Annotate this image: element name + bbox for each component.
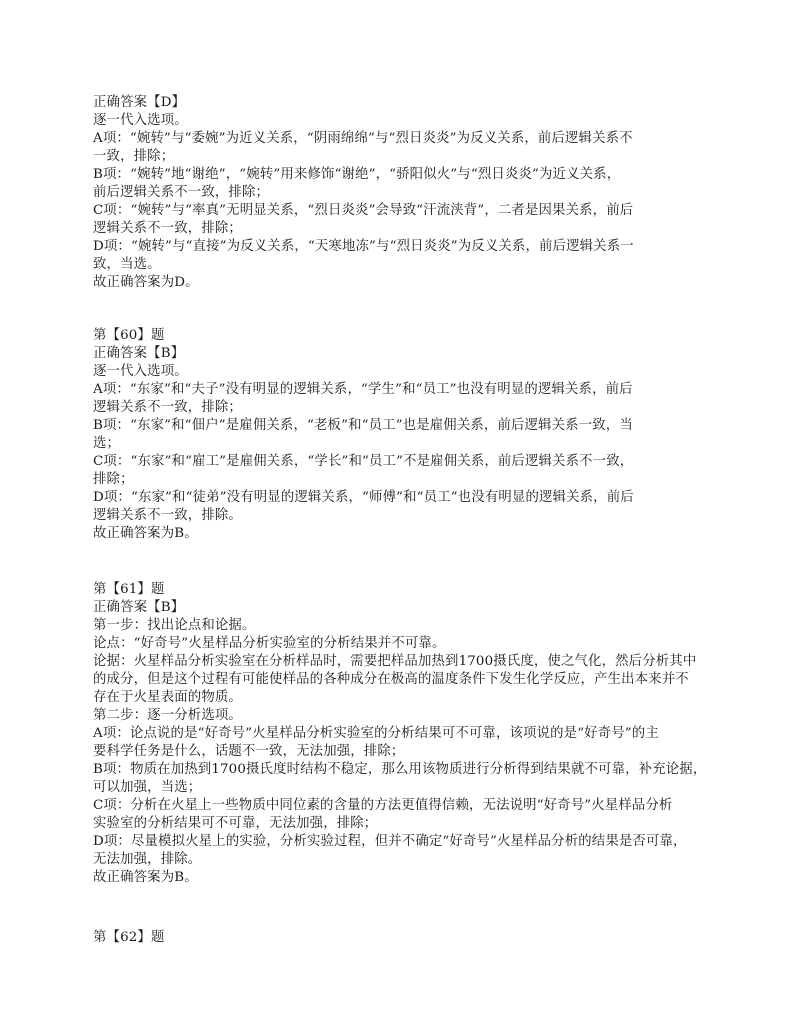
conclusion-line: 故正确答案为B。: [93, 870, 198, 885]
option-a-line: 逻辑关系不一致，排除；: [93, 400, 242, 415]
option-a-line: A项：“婉转”与“委婉”为近义关系，“阴雨绵绵”与“烈日炎炎”为反义关系，前后逻辑关系不: [93, 131, 633, 146]
option-d-line: 致，当选。: [93, 257, 161, 272]
option-c-line: C项：分析在火星上一些物质中同位素的含量的方法更值得信赖，无法说明“好奇号”火星样品分析: [93, 798, 673, 813]
option-b-line: 可以加强，当选；: [93, 780, 202, 795]
evidence-line: 存在于火星表面的物质。: [93, 690, 242, 705]
answer-block-59: [93, 94, 713, 292]
question-block-60: [93, 327, 713, 543]
document-page: [93, 94, 713, 947]
option-b-line: 选；: [93, 436, 121, 451]
argument-line: 论点：“好奇号”火星样品分析实验室的分析结果并不可靠。: [93, 636, 446, 651]
question-heading: 第【61】题: [93, 582, 165, 597]
option-a-line: 一致，排除；: [93, 149, 175, 164]
answer-line: 正确答案【B】: [93, 600, 185, 615]
option-d-line: 逻辑关系不一致，排除。: [93, 508, 242, 523]
option-a-line: 要科学任务是什么，话题不一致，无法加强，排除；: [93, 744, 405, 759]
option-d-line: D项：尽量模拟火星上的实验，分析实验过程，但并不确定“好奇号”火星样品分析的结果是否可靠，: [93, 834, 687, 849]
explanation-line: 逐一代入选项。: [93, 113, 188, 128]
option-d-line: D项：“婉转”与“直接”为反义关系，“天寒地冻”与“烈日炎炎”为反义关系，前后逻辑关系一: [93, 239, 634, 254]
question-block-61: [93, 581, 713, 887]
step-line: 第二步：逐一分析选项。: [93, 708, 242, 723]
option-d-line: D项：“东家”和“徒弟”没有明显的逻辑关系，“师傅”和“员工”也没有明显的逻辑关系，前后: [93, 490, 634, 505]
step-line: 第一步：找出论点和论据。: [93, 618, 256, 633]
option-c-line: 排除；: [93, 472, 134, 487]
evidence-line: 的成分，但是这个过程有可能使样品的各种成分在极高的温度条件下发生化学反应，产生出本来并不: [93, 672, 689, 687]
conclusion-line: 故正确答案为D。: [93, 275, 199, 290]
answer-line: 正确答案【B】: [93, 346, 185, 361]
explanation-line: 逐一代入选项。: [93, 364, 188, 379]
option-a-line: A项：论点说的是“好奇号”火星样品分析实验室的分析结果可不可靠，该项说的是“好奇号”的主: [93, 726, 659, 741]
option-b-line: 前后逻辑关系不一致，排除；: [93, 185, 270, 200]
option-c-line: C项：“婉转”与“率真”无明显关系，“烈日炎炎”会导致“汗流浃背”，二者是因果关系，前后: [93, 203, 634, 218]
question-heading: 第【60】题: [93, 328, 165, 343]
option-d-line: 无法加强，排除。: [93, 852, 202, 867]
option-c-line: C项：“东家”和“雇工”是雇佣关系，“学长”和“员工”不是雇佣关系，前后逻辑关系不一致，: [93, 454, 634, 469]
option-c-line: 逻辑关系不一致，排除；: [93, 221, 242, 236]
conclusion-line: 故正确答案为B。: [93, 526, 198, 541]
evidence-line: 论据：火星样品分析实验室在分析样品时，需要把样品加热到1700摄氏度，使之气化，然后分析其中: [93, 654, 697, 669]
option-a-line: A项：“东家”和“夫子”没有明显的逻辑关系，“学生”和“员工”也没有明显的逻辑关系，前后: [93, 382, 633, 397]
question-block-62: [93, 929, 713, 947]
option-b-line: B项：“婉转”地“谢绝”，“婉转”用来修饰“谢绝”，“骄阳似火”与“烈日炎炎”为近义关系，: [93, 167, 621, 182]
option-b-line: B项：“东家”和“佃户”是雇佣关系，“老板”和“员工”也是雇佣关系，前后逻辑关系一致，当: [93, 418, 633, 433]
option-b-line: B项：物质在加热到1700摄氏度时结构不稳定，那么用该物质进行分析得到结果就不可靠，补充论据，: [93, 762, 707, 777]
answer-line: 正确答案【D】: [93, 95, 186, 110]
question-heading: 第【62】题: [93, 930, 165, 945]
option-c-line: 实验室的分析结果可不可靠，无法加强，排除；: [93, 816, 378, 831]
